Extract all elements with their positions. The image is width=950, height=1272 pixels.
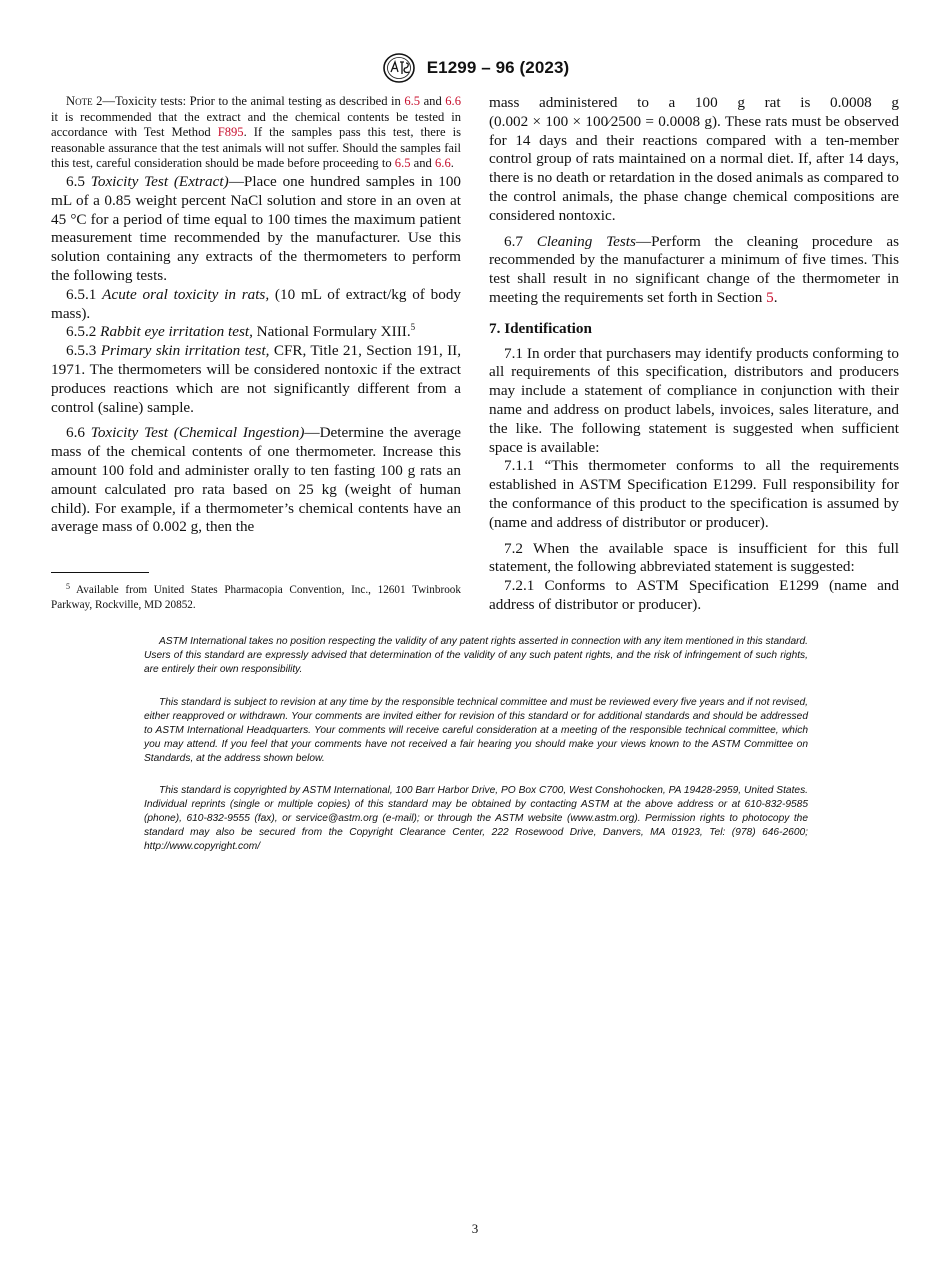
section-7-2-1: 7.2.1 Conforms to ASTM Specification E1299 (name and address of distributor or producer). bbox=[489, 577, 899, 613]
section-number: 6.7 bbox=[504, 232, 537, 250]
section-6-6-continued bbox=[489, 94, 899, 226]
section-text: —Determine the average mass of the chemical contents of one thermometer. Increase this amount 100 fold and administer orally to ten fasting 100 g rats an amount calculated pro rata based on 25 kg (weight of human child). For example, if a thermometer’s chemical contents have an average mass of 0.002 g, then the bbox=[51, 424, 462, 536]
section-text: CFR, Title 21, Section 191, II, 1971. The thermometers will be considered nontoxic if the extract produces reactions which are not significantly different from a control (saline) sample. bbox=[51, 342, 462, 416]
section-text: (10 mL of extract/kg of body mass). bbox=[51, 285, 462, 322]
page-header bbox=[0, 52, 950, 86]
link-section-6-5[interactable]: 6.5 bbox=[404, 94, 421, 108]
note-text: and bbox=[410, 156, 435, 171]
section-6-6 bbox=[51, 424, 461, 537]
footnote-divider bbox=[51, 572, 149, 573]
note-text: and bbox=[420, 94, 446, 108]
section-text: mass administered to a 100 g rat is 0.0008 g bbox=[489, 94, 899, 111]
patent-rights-notice: ASTM International takes no position respecting the validity of any patent rights asserted in connection with any item mentioned in this standard. Users of this standard are expressly advised that determination of the validity of any such patent rights, and the risk of infringement of such rights, are entirely their own responsibility. bbox=[144, 636, 808, 675]
section-6-5 bbox=[51, 173, 461, 286]
link-section-5[interactable]: 5 bbox=[766, 288, 774, 306]
section-text: —Place one hundred samples in 100 mL of a 0.85 weight percent NaCl solution and store in an oven at 45 °C for a period of time equal to 100 times the maximum patient measurement time recommended by the manufacturer. Use this solution containing any extracts of the thermometers to perform the following tests. bbox=[51, 172, 462, 284]
section-6-5-2 bbox=[51, 323, 461, 342]
link-section-6-6[interactable]: 6.6 bbox=[435, 156, 451, 171]
section-title: Primary skin irritation test, bbox=[100, 342, 270, 360]
footnote-5 bbox=[51, 583, 461, 613]
note-2 bbox=[51, 94, 461, 172]
section-title: Acute oral toxicity in rats, bbox=[102, 285, 270, 303]
section-6-7 bbox=[489, 233, 899, 308]
section-6-5-1 bbox=[51, 286, 461, 324]
section-title: Toxicity Test (Extract) bbox=[90, 172, 229, 190]
section-number: 6.5.3 bbox=[66, 342, 101, 360]
equation: (0.002 × 100 × 100⁄2500 = 0.0008 g) bbox=[489, 112, 718, 130]
link-section-6-5[interactable]: 6.5 bbox=[394, 156, 411, 171]
section-7-2: 7.2 When the available space is insufficient for this full statement, the following abbreviated statement is suggested: bbox=[489, 539, 899, 576]
section-title: Rabbit eye irritation test, bbox=[100, 323, 253, 341]
section-text: . These rats must be observed for 14 days and their reactions compared with a ten-member control group of rats maintained on a normal diet. If, after 14 days, there is no death or retardation in the dosed animals as compared to the control animals, the phase change chemical compositions are considered nontoxic. bbox=[489, 112, 899, 224]
section-7-1: 7.1 In order that purchasers may identify products conforming to all requirements of this specification, distributors and producers may include a statement of compliance in conjunction with their name and address on product labels, invoices, sales literature, and the like. The following statement is suggested when sufficient space is available: bbox=[489, 344, 899, 456]
section-number: 6.5.1 bbox=[66, 285, 103, 303]
right-column bbox=[489, 94, 899, 615]
note-text: . bbox=[450, 156, 454, 171]
left-column bbox=[51, 94, 461, 537]
section-7-1-1: 7.1.1 “This thermometer conforms to all the requirements established in ASTM Specification E1299. Full responsibility for the conformance of this product to the specification is assumed by (name and address of distributor or producer). bbox=[489, 457, 899, 531]
link-test-method-f895[interactable]: F895 bbox=[217, 125, 244, 140]
footnote-reference[interactable]: 5 bbox=[410, 322, 416, 333]
section-7-heading: 7. Identification bbox=[489, 319, 592, 337]
section-title: Toxicity Test (Chemical Ingestion) bbox=[90, 424, 305, 442]
section-number: 6.5.2 bbox=[66, 323, 101, 341]
note-text: —Toxicity tests: Prior to the animal testing as described in bbox=[102, 94, 405, 108]
footnote-text: Available from United States Pharmacopia Convention, Inc., 12601 Twinbrook Parkway, Rockville, MD 20852. bbox=[51, 584, 461, 611]
link-section-6-6[interactable]: 6.6 bbox=[445, 94, 461, 108]
section-text: . bbox=[773, 288, 778, 306]
revision-notice: This standard is subject to revision at any time by the responsible technical committee and must be reviewed every five years and if not revised, either reapproved or withdrawn. Your comments are invited either for revision of this standard or for additional standards and should be addressed to ASTM International Headquarters. Your comments will receive careful consideration at a meeting of the responsible technical committee, which you may attend. If you feel that your comments have not received a fair hearing you should make your views known to the ASTM Committee on Standards, at the address shown below. bbox=[144, 697, 808, 764]
note-text: . If the samples pass this test, there is reasonable assurance that the test animals will not suffer. Should the samples fail this test, careful consideration should be made before proceeding to bbox=[51, 125, 462, 171]
section-text: —Perform the cleaning procedure as recommended by the manufacturer a minimum of five times. This test shall result in no significant change of the thermometer in meeting the requirements set forth in Section bbox=[489, 232, 899, 306]
note-label: Note 2 bbox=[66, 94, 103, 108]
page-number: 3 bbox=[471, 1221, 479, 1236]
astm-logo-icon bbox=[381, 52, 417, 84]
note-text: it is recommended that the extract and the chemical contents be tested in accordance with Test Method bbox=[51, 109, 461, 140]
section-number: 6.5 bbox=[66, 172, 91, 190]
document-designation: E1299 – 96 (2023) bbox=[426, 58, 570, 77]
section-text: National Formulary XIII. bbox=[252, 323, 411, 341]
section-6-5-3 bbox=[51, 342, 461, 417]
section-title: Cleaning Tests bbox=[536, 232, 636, 250]
footnote-mark: 5 bbox=[66, 582, 70, 591]
copyright-notice: This standard is copyrighted by ASTM International, 100 Barr Harbor Drive, PO Box C700, West Conshohocken, PA 19428-2959, United States. Individual reprints (single or multiple copies) of this standard may be obtained by contacting ASTM at the above address or at 610-832-9585 (phone), 610-832-9555 (fax), or service@astm.org (e-mail); or through the ASTM website (www.astm.org). Permission rights to photocopy the standard may also be secured from the Copyright Clearance Center, 222 Rosewood Drive, Danvers, MA 01923, Tel: (978) 646-2600; http://www.copyright.com/ bbox=[144, 785, 808, 852]
section-number: 6.6 bbox=[66, 424, 91, 442]
